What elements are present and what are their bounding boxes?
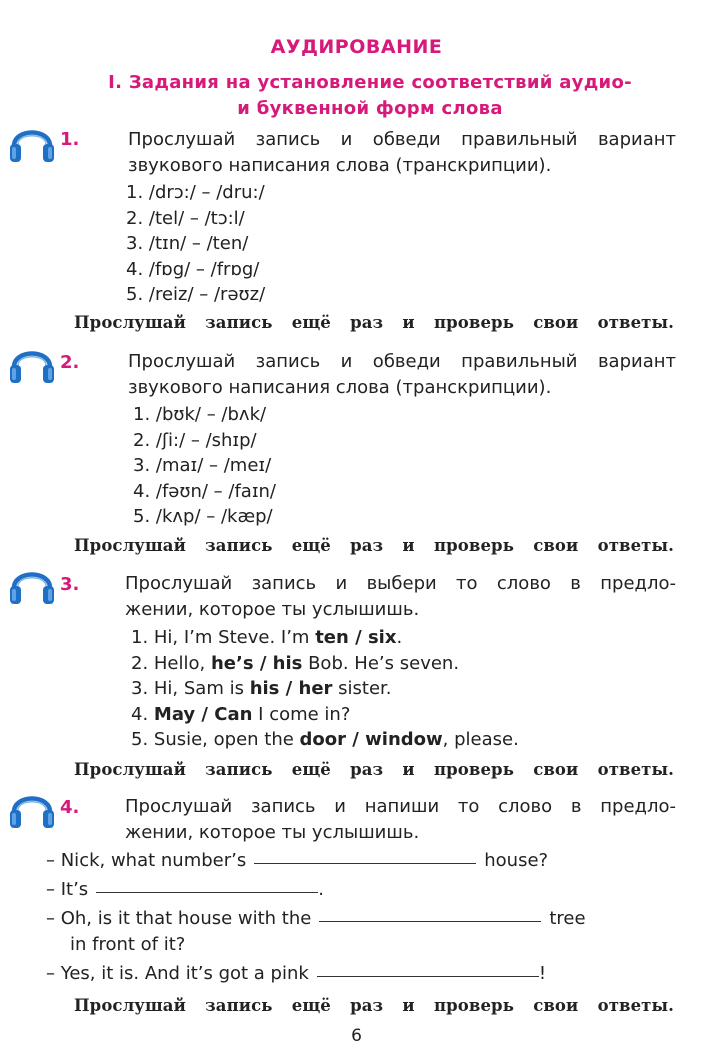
dialogue-line: – Yes, it is. And it’s got a pink ! <box>46 963 547 984</box>
task-4-instruction: Прослушай запись и напиши то слово в предло- жении, которое ты услышишь. <box>125 796 676 843</box>
list-item: 1. /drɔ:/ – /dru:/ <box>126 182 265 203</box>
task-2-check-note: Прослушай запись ещё раз и проверь свои ответы. <box>74 536 674 555</box>
list-item: 3. /tɪn/ – /ten/ <box>126 233 249 254</box>
list-item: 2. /tel/ – /tɔ:l/ <box>126 207 245 229</box>
list-item: 1. Hi, I’m Steve. I’m ten / six. <box>131 627 403 648</box>
page-title: АУДИРОВАНИЕ <box>270 36 443 58</box>
answer-blank[interactable] <box>319 920 541 922</box>
answer-blank[interactable] <box>254 862 476 864</box>
task-3-items <box>131 625 519 753</box>
task-1-items <box>126 180 265 308</box>
task-4-number: 4. <box>60 797 80 818</box>
task-1-instruction: Прослушай запись и обведи правильный вариант звукового написания слова (транскрипции). <box>128 129 676 176</box>
list-item: 2. Hello, he’s / his Bob. He’s seven. <box>131 652 460 674</box>
subtitle-line-1: I. Задания на установление соответствий аудио- <box>108 72 632 93</box>
dialogue-line: in front of it? <box>70 934 186 955</box>
dialogue-line: – It’s . <box>46 879 324 900</box>
list-item: 5. Susie, open the door / window, please. <box>131 729 519 750</box>
dialogue-line: – Nick, what number’s house? <box>46 850 549 871</box>
list-item: 3. /maɪ/ – /meɪ/ <box>133 455 272 476</box>
task-1-check-note: Прослушай запись ещё раз и проверь свои ответы. <box>74 313 674 332</box>
list-item: 5. /reiz/ – /rəʊz/ <box>126 284 266 305</box>
task-3-check-note: Прослушай запись ещё раз и проверь свои ответы. <box>74 760 674 779</box>
subtitle-line-2: и буквенной форм слова <box>237 98 503 119</box>
task-1-number: 1. <box>60 129 80 150</box>
headphones-icon <box>8 562 56 606</box>
list-item: 4. /fɒg/ – /frɒg/ <box>126 258 260 280</box>
answer-blank[interactable] <box>317 975 539 977</box>
list-item: 1. /bʊk/ – /bʌk/ <box>133 404 267 425</box>
list-item: 4. /fəʊn/ – /faɪn/ <box>133 480 276 502</box>
task-2-items <box>133 402 276 530</box>
section-subtitle <box>60 70 680 122</box>
dialogue-line: – Oh, is it that house with the tree <box>46 908 586 929</box>
list-item: 4. May / Can I come in? <box>131 703 351 725</box>
headphones-icon <box>8 341 56 385</box>
task-2-number: 2. <box>60 352 80 373</box>
task-3-instruction: Прослушай запись и выбери то слово в предло- жении, которое ты услышишь. <box>125 573 676 620</box>
headphones-icon <box>8 120 56 164</box>
task-4-check-note: Прослушай запись ещё раз и проверь свои ответы. <box>74 996 674 1015</box>
page-number: 6 <box>351 1026 362 1046</box>
list-item: 5. /kʌp/ – /kæp/ <box>133 506 273 527</box>
task-2-instruction: Прослушай запись и обведи правильный вариант звукового написания слова (транскрипции). <box>128 351 676 398</box>
headphones-icon <box>8 786 56 830</box>
list-item: 2. /ʃi:/ – /shɪp/ <box>133 429 257 451</box>
answer-blank[interactable] <box>96 891 318 893</box>
list-item: 3. Hi, Sam is his / her sister. <box>131 678 392 699</box>
task-3-number: 3. <box>60 574 80 595</box>
